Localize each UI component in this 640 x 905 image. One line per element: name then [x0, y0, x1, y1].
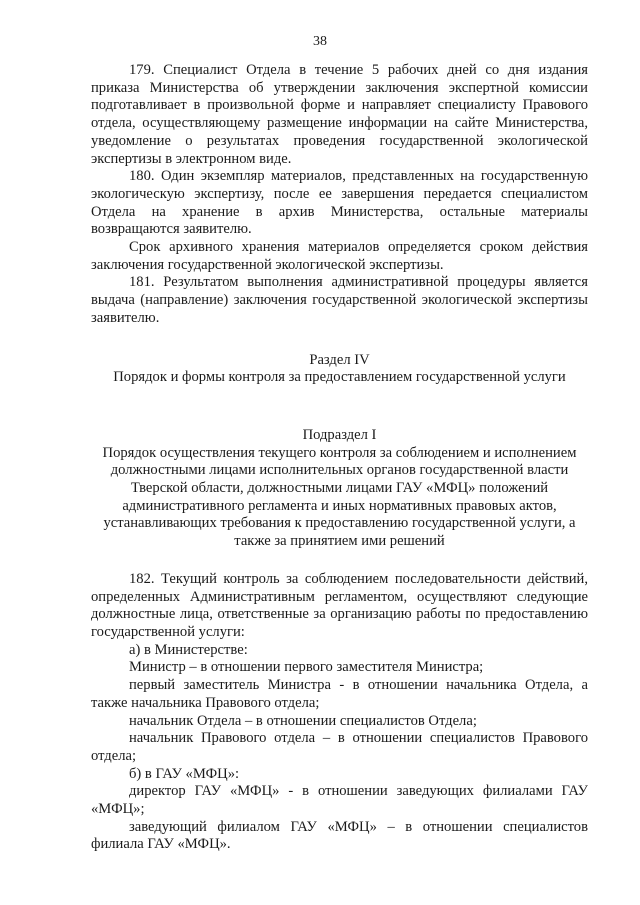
subsection-title-line: должностными лицами исполнительных органов государственной власти: [110, 462, 569, 479]
subsection-title-line: устанавливающих требования к предоставлению государственной услуги, а: [103, 515, 576, 532]
list-item: заведующий филиалом ГАУ «МФЦ» – в отношении специалистов филиала ГАУ «МФЦ».: [91, 818, 588, 853]
page-number: 38: [313, 34, 327, 49]
list-item: первый заместитель Министра - в отношении начальника Отдела, а также начальника Правового отдела;: [91, 677, 588, 711]
paragraph-archive-term: Срок архивного хранения материалов определяется сроком действия заключения государственной экологической экспертизы.: [91, 239, 588, 273]
subsection-label: Подраздел I: [302, 426, 377, 443]
list-item: Министр – в отношении первого заместителя Министра;: [129, 659, 484, 676]
subsection-title-line: Тверской области, должностными лицами ГАУ «МФЦ» положений: [130, 480, 549, 497]
section-label: Раздел IV: [309, 351, 370, 368]
subsection-heading: [91, 427, 588, 551]
subsection-title-line: административного регламента и иных нормативных правовых актов,: [122, 497, 557, 514]
paragraph-182: 182. Текущий контроль за соблюдением последовательности действий, определенных Административным регламентом, осуществляют следующие должностные лица, ответственные за организацию работы по предоставлению государственной услуги:: [91, 570, 588, 640]
section-heading: [91, 352, 588, 387]
paragraph-179: 179. Специалист Отдела в течение 5 рабочих дней со дня издания приказа Министерства об утверждении заключения экспертной комиссии подготавливает в произвольной форме и направляет специалисту Правового отдела, осуществляющему размещение информации на сайте Министерства, уведомление о результатах проведения государственной экологической экспертизы в электронном виде.: [91, 62, 588, 167]
control-officials-list: [91, 571, 588, 854]
paragraph-181: 181. Результатом выполнения административной процедуры является выдача (направление) заключения государственной экологической экспертизы заявителю.: [91, 274, 588, 326]
list-item: б) в ГАУ «МФЦ»:: [129, 765, 240, 782]
document-body: [91, 62, 588, 854]
list-item: директор ГАУ «МФЦ» - в отношении заведующих филиалами ГАУ «МФЦ»;: [91, 783, 588, 818]
list-item: начальник Правового отдела – в отношении специалистов Правового отдела;: [91, 730, 588, 764]
list-item: начальник Отдела – в отношении специалистов Отдела;: [129, 712, 477, 729]
subsection-title-line: также за принятием ими решений: [234, 533, 445, 550]
paragraph-180: 180. Один экземпляр материалов, представленных на государственную экологическую экспертизу, после ее завершения передается специалистом Отдела на хранение в архив Министерства, остальные материалы возвращаются заявителю.: [91, 168, 588, 238]
subsection-title-line: Порядок осуществления текущего контроля за соблюдением и исполнением: [102, 444, 577, 461]
section-title: Порядок и формы контроля за предоставлением государственной услуги: [113, 369, 566, 386]
list-item: а) в Министерстве:: [129, 641, 248, 658]
